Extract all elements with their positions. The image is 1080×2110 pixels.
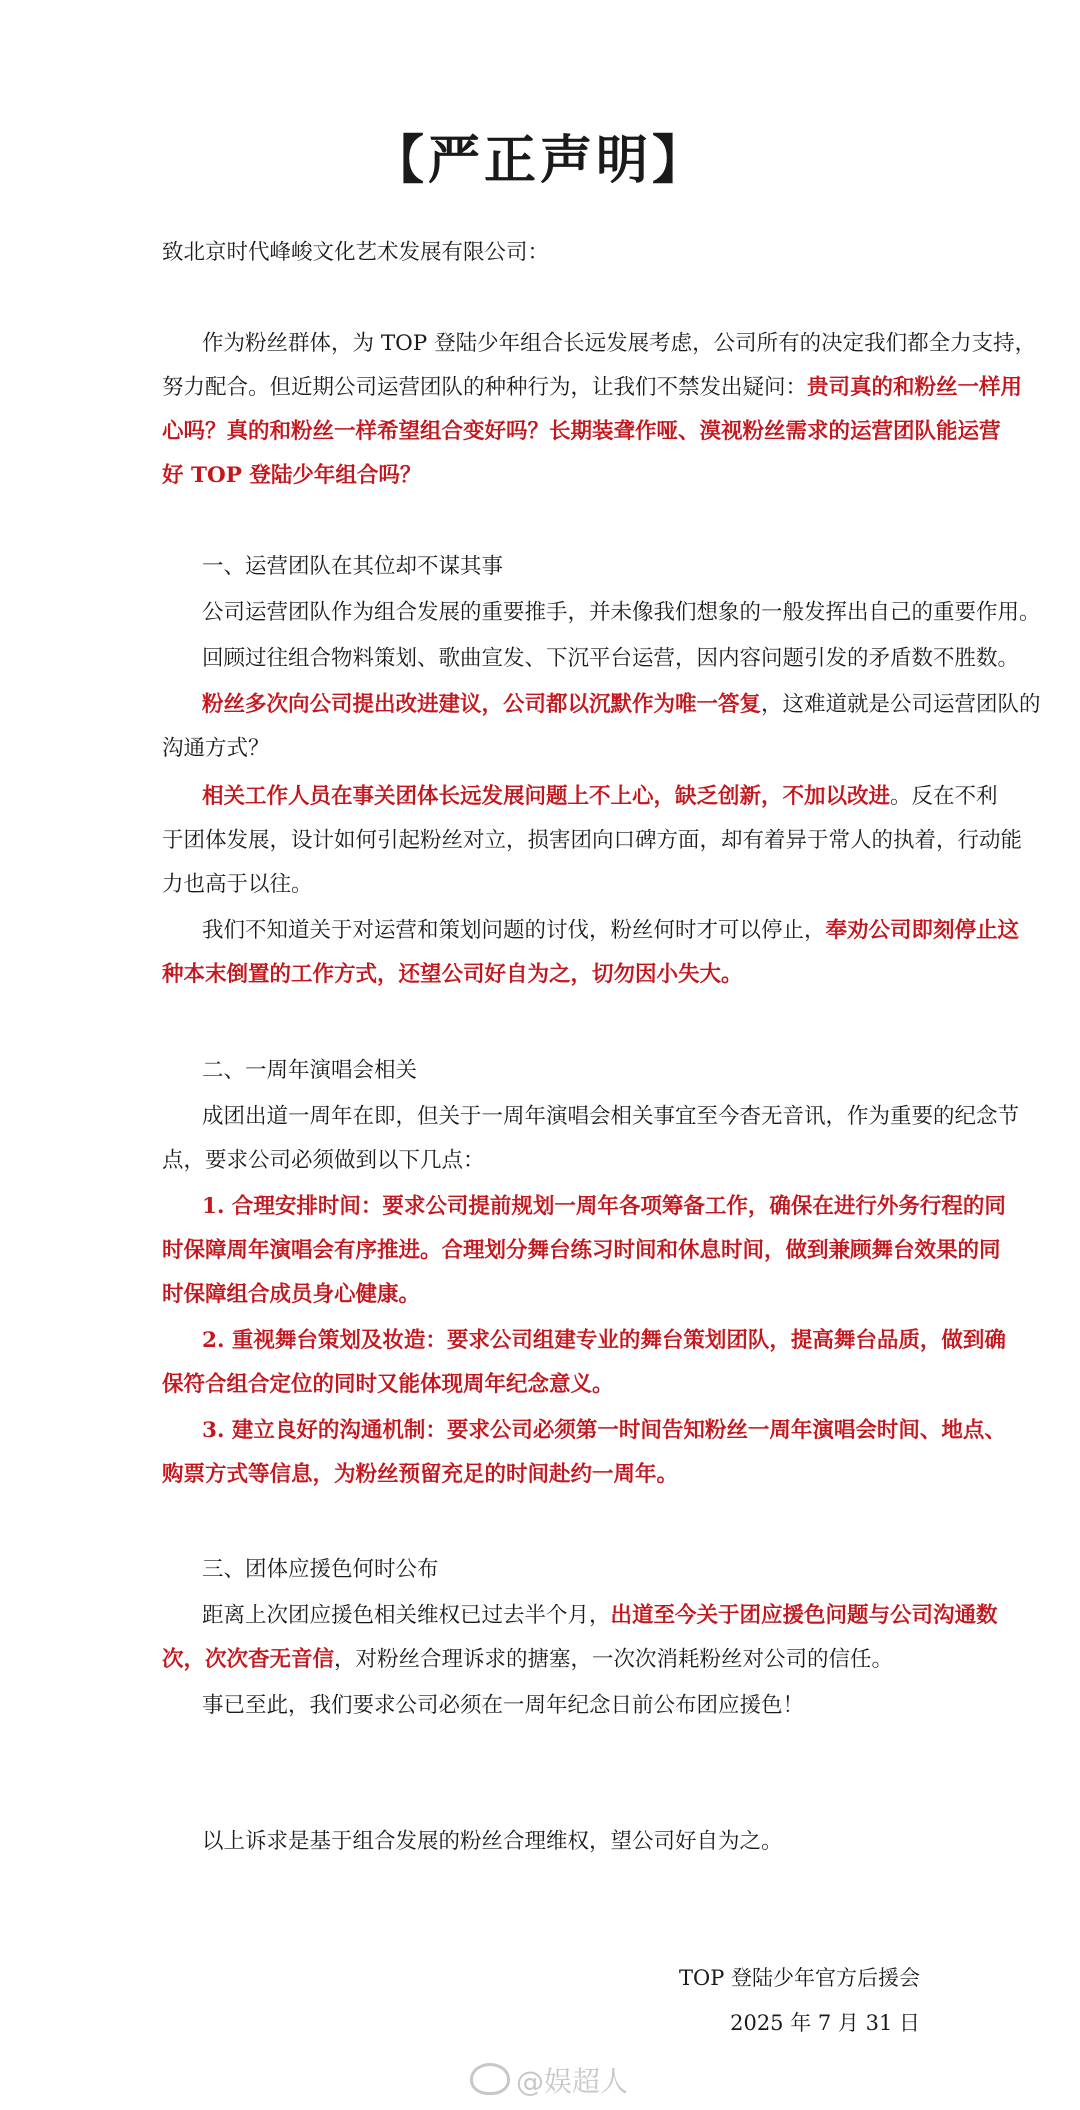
section2-item1-line2: 时保障周年演唱会有序推进。合理划分舞台练习时间和休息时间，做到兼顾舞台效果的同 bbox=[162, 1238, 1001, 1263]
section3-p1-text: 距离上次团应援色相关维权已过去半个月， bbox=[202, 1603, 611, 1628]
intro-emphasis: 贵司真的和粉丝一样用 bbox=[807, 375, 1023, 400]
section2-item1-line1: 1. 合理安排时间：要求公司提前规划一周年各项筹备工作，确保在进行外务行程的同 bbox=[202, 1194, 1006, 1219]
section1-p4-text: 。反在不利 bbox=[890, 784, 998, 809]
section1-p5 bbox=[202, 916, 1019, 946]
section3-p1-emphasis: 出道至今关于团应援色问题与公司沟通数 bbox=[610, 1603, 998, 1628]
section3-p1-cont-emphasis: 次，次次杳无音信 bbox=[162, 1647, 335, 1672]
section3-p1-cont bbox=[162, 1645, 893, 1675]
section1-p5-text: 我们不知道关于对运营和策划问题的讨伐，粉丝何时才可以停止， bbox=[202, 918, 826, 943]
intro-line-4: 好 TOP 登陆少年组合吗？ bbox=[162, 463, 422, 488]
section1-p3-cont: 沟通方式？ bbox=[162, 736, 270, 761]
section2-item3-line1: 3. 建立良好的沟通机制：要求公司必须第一时间告知粉丝一周年演唱会时间、地点、 bbox=[202, 1418, 1006, 1443]
weibo-logo-icon bbox=[470, 2063, 510, 2095]
section1-p4-emphasis: 相关工作人员在事关团体长远发展问题上不上心，缺乏创新，不加以改进 bbox=[202, 784, 891, 809]
section2-item2-line1: 2. 重视舞台策划及妆造：要求公司组建专业的舞台策划团队，提高舞台品质，做到确 bbox=[202, 1328, 1006, 1353]
recipient-line: 致北京时代峰峻文化艺术发展有限公司： bbox=[162, 240, 550, 265]
section3-p2: 事已至此，我们要求公司必须在一周年纪念日前公布团应援色！ bbox=[202, 1693, 805, 1718]
section1-p5-cont: 种本末倒置的工作方式，还望公司好自为之，切勿因小失大。 bbox=[162, 962, 743, 987]
intro-line-3: 心吗？真的和粉丝一样希望组合变好吗？长期装聋作哑、漠视粉丝需求的运营团队能运营 bbox=[162, 419, 1001, 444]
watermark-text: @娱超人 bbox=[516, 2065, 629, 2098]
section2-p1-cont: 点，要求公司必须做到以下几点： bbox=[162, 1148, 485, 1173]
section1-p3 bbox=[202, 690, 1041, 720]
signature-org: TOP 登陆少年官方后援会 bbox=[678, 1966, 920, 1990]
intro-line-1: 作为粉丝群体，为 TOP 登陆少年组合长远发展考虑，公司所有的决定我们都全力支持， bbox=[202, 331, 1037, 356]
page-title: 【严正声明】 bbox=[371, 131, 708, 191]
section1-p5-emphasis: 奉劝公司即刻停止这 bbox=[825, 918, 1020, 943]
section1-p4 bbox=[202, 782, 998, 812]
section1-heading: 一、运营团队在其位却不谋其事 bbox=[202, 554, 504, 579]
section2-heading: 二、一周年演唱会相关 bbox=[202, 1058, 418, 1083]
section1-p4-cont1: 于团体发展，设计如何引起粉丝对立，损害团向口碑方面，却有着异于常人的执着，行动能 bbox=[162, 828, 1023, 853]
section3-p1 bbox=[202, 1601, 998, 1631]
section2-item1-line3: 时保障组合成员身心健康。 bbox=[162, 1282, 421, 1307]
intro-line-2 bbox=[162, 373, 1022, 403]
section1-p3-text: ，这难道就是公司运营团队的 bbox=[761, 692, 1041, 717]
intro-text: 努力配合。但近期公司运营团队的种种行为，让我们不禁发出疑问： bbox=[162, 375, 808, 400]
section1-p4-cont2: 力也高于以往。 bbox=[162, 872, 313, 897]
section3-heading: 三、团体应援色何时公布 bbox=[202, 1557, 439, 1582]
closing-line: 以上诉求是基于组合发展的粉丝合理维权，望公司好自为之。 bbox=[202, 1829, 783, 1854]
signature-date: 2025 年 7 月 31 日 bbox=[730, 2011, 920, 2035]
section1-p3-emphasis: 粉丝多次向公司提出改进建议，公司都以沉默作为唯一答复 bbox=[202, 692, 762, 717]
section3-p1-cont-text: ，对粉丝合理诉求的搪塞，一次次消耗粉丝对公司的信任。 bbox=[334, 1647, 894, 1672]
section2-p1: 成团出道一周年在即，但关于一周年演唱会相关事宜至今杳无音讯，作为重要的纪念节 bbox=[202, 1104, 1020, 1129]
section1-p2: 回顾过往组合物料策划、歌曲宣发、下沉平台运营，因内容问题引发的矛盾数不胜数。 bbox=[202, 646, 1020, 671]
section2-item3-line2: 购票方式等信息，为粉丝预留充足的时间赴约一周年。 bbox=[162, 1462, 679, 1487]
section2-item2-line2: 保符合组合定位的同时又能体现周年纪念意义。 bbox=[162, 1372, 614, 1397]
weibo-watermark bbox=[470, 2060, 628, 2100]
section1-p1: 公司运营团队作为组合发展的重要推手，并未像我们想象的一般发挥出自己的重要作用。 bbox=[202, 600, 1041, 625]
